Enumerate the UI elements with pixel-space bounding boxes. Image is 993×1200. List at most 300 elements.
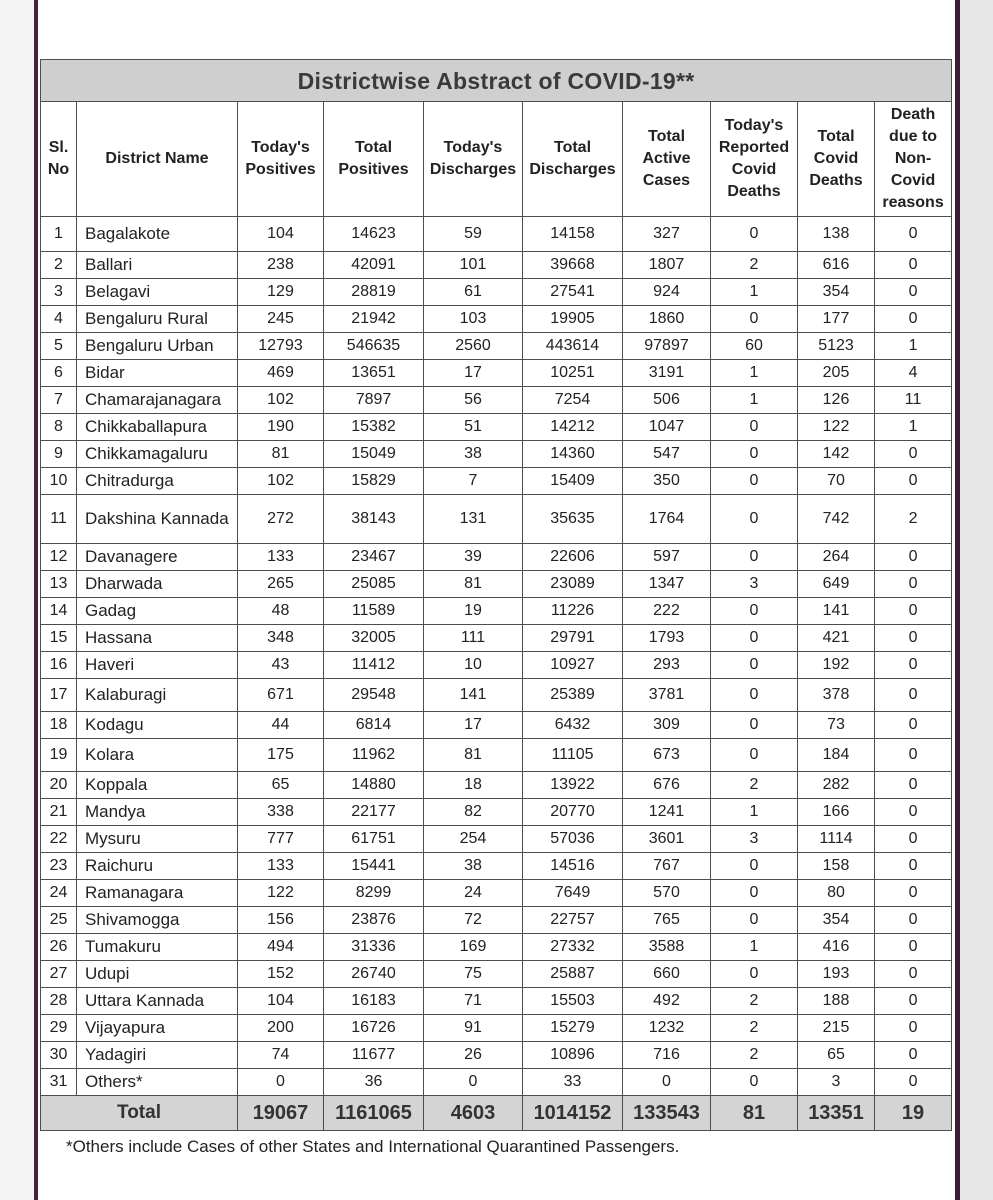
cell-todays-deaths: 0: [711, 853, 798, 880]
table-row: [41, 598, 952, 625]
cell-todays-positives: 348: [238, 625, 324, 652]
cell-non-covid-deaths: 1: [875, 414, 952, 441]
cell-district-name: Koppala: [77, 772, 238, 799]
cell-district-name: Haveri: [77, 652, 238, 679]
cell-todays-discharges: 75: [424, 961, 523, 988]
cell-total-discharges: 15279: [523, 1015, 623, 1042]
cell-total-discharges: 22757: [523, 907, 623, 934]
cell-sl-no: 29: [41, 1015, 77, 1042]
cell-non-covid-deaths: 0: [875, 772, 952, 799]
cell-todays-deaths: 0: [711, 652, 798, 679]
cell-total-positives: 32005: [324, 625, 424, 652]
cell-todays-positives: 74: [238, 1042, 324, 1069]
header-non-covid-deaths: Death due to Non-Covid reasons: [875, 102, 952, 217]
cell-non-covid-deaths: 0: [875, 652, 952, 679]
cell-todays-discharges: 61: [424, 279, 523, 306]
cell-sl-no: 1: [41, 217, 77, 252]
header-total-covid-deaths: Total Covid Deaths: [798, 102, 875, 217]
cell-non-covid-deaths: 0: [875, 571, 952, 598]
cell-todays-positives: 272: [238, 495, 324, 544]
total-row: [41, 1096, 952, 1131]
cell-total-positives: 8299: [324, 880, 424, 907]
cell-total-active: 1241: [623, 799, 711, 826]
cell-todays-discharges: 101: [424, 252, 523, 279]
cell-todays-deaths: 0: [711, 468, 798, 495]
cell-todays-discharges: 141: [424, 679, 523, 712]
table-row: [41, 441, 952, 468]
cell-total-positives: 6814: [324, 712, 424, 739]
cell-total-active: 547: [623, 441, 711, 468]
cell-district-name: Chitradurga: [77, 468, 238, 495]
cell-total-positives: 38143: [324, 495, 424, 544]
cell-total-positives: 14623: [324, 217, 424, 252]
cell-district-name: Udupi: [77, 961, 238, 988]
cell-total-positives: 15829: [324, 468, 424, 495]
cell-district-name: Chamarajanagara: [77, 387, 238, 414]
cell-todays-positives: 43: [238, 652, 324, 679]
cell-todays-discharges: 19: [424, 598, 523, 625]
cell-total-discharges: 7254: [523, 387, 623, 414]
cell-todays-deaths: 0: [711, 739, 798, 772]
cell-total-positives: 61751: [324, 826, 424, 853]
cell-total-deaths: 264: [798, 544, 875, 571]
cell-total-deaths: 138: [798, 217, 875, 252]
cell-todays-positives: 133: [238, 853, 324, 880]
cell-todays-deaths: 0: [711, 679, 798, 712]
cell-total-active: 309: [623, 712, 711, 739]
cell-total-discharges: 6432: [523, 712, 623, 739]
header-district-name: District Name: [77, 102, 238, 217]
cell-total-discharges: 35635: [523, 495, 623, 544]
cell-non-covid-deaths: 0: [875, 1015, 952, 1042]
cell-district-name: Bidar: [77, 360, 238, 387]
table-row: [41, 495, 952, 544]
table-row: [41, 1042, 952, 1069]
total-active-cases: 133543: [623, 1096, 711, 1131]
cell-district-name: Hassana: [77, 625, 238, 652]
cell-todays-positives: 152: [238, 961, 324, 988]
cell-todays-discharges: 59: [424, 217, 523, 252]
cell-total-deaths: 205: [798, 360, 875, 387]
cell-todays-deaths: 2: [711, 1015, 798, 1042]
cell-district-name: Ballari: [77, 252, 238, 279]
cell-sl-no: 5: [41, 333, 77, 360]
cell-total-discharges: 23089: [523, 571, 623, 598]
cell-non-covid-deaths: 11: [875, 387, 952, 414]
cell-total-discharges: 443614: [523, 333, 623, 360]
cell-total-deaths: 416: [798, 934, 875, 961]
cell-sl-no: 6: [41, 360, 77, 387]
cell-total-discharges: 19905: [523, 306, 623, 333]
cell-todays-positives: 338: [238, 799, 324, 826]
cell-todays-positives: 81: [238, 441, 324, 468]
cell-todays-deaths: 2: [711, 252, 798, 279]
cell-todays-discharges: 38: [424, 441, 523, 468]
cell-todays-positives: 102: [238, 387, 324, 414]
cell-todays-discharges: 103: [424, 306, 523, 333]
cell-non-covid-deaths: 1: [875, 333, 952, 360]
cell-total-active: 924: [623, 279, 711, 306]
cell-total-deaths: 142: [798, 441, 875, 468]
cell-total-positives: 22177: [324, 799, 424, 826]
cell-total-deaths: 141: [798, 598, 875, 625]
cell-sl-no: 7: [41, 387, 77, 414]
cell-district-name: Shivamogga: [77, 907, 238, 934]
cell-total-discharges: 14360: [523, 441, 623, 468]
cell-total-active: 3191: [623, 360, 711, 387]
cell-todays-deaths: 3: [711, 826, 798, 853]
cell-todays-deaths: 1: [711, 360, 798, 387]
cell-todays-discharges: 131: [424, 495, 523, 544]
cell-non-covid-deaths: 0: [875, 880, 952, 907]
cell-sl-no: 14: [41, 598, 77, 625]
header-todays-positives: Today's Positives: [238, 102, 324, 217]
total-non-covid-deaths: 19: [875, 1096, 952, 1131]
cell-district-name: Gadag: [77, 598, 238, 625]
cell-total-positives: 23467: [324, 544, 424, 571]
cell-todays-positives: 671: [238, 679, 324, 712]
cell-district-name: Bengaluru Rural: [77, 306, 238, 333]
cell-total-deaths: 80: [798, 880, 875, 907]
cell-total-deaths: 188: [798, 988, 875, 1015]
cell-total-deaths: 354: [798, 279, 875, 306]
cell-total-deaths: 5123: [798, 333, 875, 360]
cell-sl-no: 31: [41, 1069, 77, 1096]
cell-total-positives: 26740: [324, 961, 424, 988]
cell-total-deaths: 1114: [798, 826, 875, 853]
header-row: [41, 102, 952, 217]
cell-total-deaths: 126: [798, 387, 875, 414]
cell-total-positives: 29548: [324, 679, 424, 712]
cell-district-name: Dharwada: [77, 571, 238, 598]
cell-total-discharges: 7649: [523, 880, 623, 907]
cell-todays-positives: 469: [238, 360, 324, 387]
cell-todays-positives: 102: [238, 468, 324, 495]
cell-total-discharges: 10251: [523, 360, 623, 387]
cell-todays-discharges: 254: [424, 826, 523, 853]
cell-non-covid-deaths: 0: [875, 252, 952, 279]
cell-district-name: Vijayapura: [77, 1015, 238, 1042]
cell-todays-positives: 48: [238, 598, 324, 625]
cell-todays-positives: 104: [238, 988, 324, 1015]
cell-total-discharges: 10927: [523, 652, 623, 679]
table-row: [41, 571, 952, 598]
cell-todays-deaths: 2: [711, 988, 798, 1015]
cell-total-active: 1047: [623, 414, 711, 441]
cell-total-deaths: 193: [798, 961, 875, 988]
cell-total-active: 492: [623, 988, 711, 1015]
cell-non-covid-deaths: 0: [875, 739, 952, 772]
cell-todays-discharges: 10: [424, 652, 523, 679]
cell-sl-no: 22: [41, 826, 77, 853]
cell-total-positives: 36: [324, 1069, 424, 1096]
cell-todays-deaths: 0: [711, 625, 798, 652]
cell-district-name: Bengaluru Urban: [77, 333, 238, 360]
cell-total-deaths: 192: [798, 652, 875, 679]
table-row: [41, 853, 952, 880]
cell-non-covid-deaths: 0: [875, 441, 952, 468]
cell-non-covid-deaths: 0: [875, 712, 952, 739]
cell-todays-discharges: 0: [424, 1069, 523, 1096]
total-todays-discharges: 4603: [424, 1096, 523, 1131]
cell-sl-no: 4: [41, 306, 77, 333]
cell-total-discharges: 25389: [523, 679, 623, 712]
cell-todays-positives: 133: [238, 544, 324, 571]
cell-todays-discharges: 82: [424, 799, 523, 826]
cell-non-covid-deaths: 0: [875, 306, 952, 333]
cell-total-discharges: 20770: [523, 799, 623, 826]
table-row: [41, 880, 952, 907]
cell-total-deaths: 70: [798, 468, 875, 495]
cell-total-active: 506: [623, 387, 711, 414]
cell-todays-deaths: 0: [711, 1069, 798, 1096]
table-row: [41, 360, 952, 387]
cell-todays-deaths: 2: [711, 772, 798, 799]
cell-total-active: 1793: [623, 625, 711, 652]
cell-district-name: Belagavi: [77, 279, 238, 306]
cell-todays-positives: 190: [238, 414, 324, 441]
cell-total-active: 716: [623, 1042, 711, 1069]
cell-todays-positives: 238: [238, 252, 324, 279]
cell-sl-no: 26: [41, 934, 77, 961]
cell-todays-deaths: 0: [711, 712, 798, 739]
cell-non-covid-deaths: 0: [875, 1069, 952, 1096]
cell-todays-deaths: 0: [711, 495, 798, 544]
cell-total-positives: 546635: [324, 333, 424, 360]
cell-total-active: 767: [623, 853, 711, 880]
cell-district-name: Kolara: [77, 739, 238, 772]
cell-district-name: Mandya: [77, 799, 238, 826]
cell-todays-discharges: 17: [424, 712, 523, 739]
cell-total-deaths: 158: [798, 853, 875, 880]
table-row: [41, 333, 952, 360]
cell-total-positives: 25085: [324, 571, 424, 598]
cell-total-deaths: 166: [798, 799, 875, 826]
cell-sl-no: 2: [41, 252, 77, 279]
cell-sl-no: 9: [41, 441, 77, 468]
cell-todays-discharges: 39: [424, 544, 523, 571]
cell-todays-discharges: 81: [424, 571, 523, 598]
header-total-discharges: Total Discharges: [523, 102, 623, 217]
cell-todays-deaths: 0: [711, 441, 798, 468]
cell-todays-positives: 777: [238, 826, 324, 853]
table-row: [41, 934, 952, 961]
cell-total-positives: 11589: [324, 598, 424, 625]
cell-total-deaths: 177: [798, 306, 875, 333]
cell-district-name: Yadagiri: [77, 1042, 238, 1069]
cell-total-discharges: 27541: [523, 279, 623, 306]
cell-total-positives: 21942: [324, 306, 424, 333]
cell-non-covid-deaths: 0: [875, 961, 952, 988]
cell-district-name: Others*: [77, 1069, 238, 1096]
cell-total-discharges: 39668: [523, 252, 623, 279]
table-row: [41, 279, 952, 306]
cell-todays-positives: 200: [238, 1015, 324, 1042]
cell-district-name: Bagalakote: [77, 217, 238, 252]
cell-sl-no: 8: [41, 414, 77, 441]
cell-total-active: 1807: [623, 252, 711, 279]
cell-total-positives: 23876: [324, 907, 424, 934]
table-row: [41, 826, 952, 853]
cell-todays-discharges: 51: [424, 414, 523, 441]
cell-total-active: 1860: [623, 306, 711, 333]
cell-district-name: Chikkaballapura: [77, 414, 238, 441]
total-todays-deaths: 81: [711, 1096, 798, 1131]
cell-total-deaths: 742: [798, 495, 875, 544]
table-row: [41, 961, 952, 988]
cell-todays-positives: 494: [238, 934, 324, 961]
table-row: [41, 625, 952, 652]
cell-total-discharges: 11226: [523, 598, 623, 625]
cell-total-active: 327: [623, 217, 711, 252]
table-row: [41, 652, 952, 679]
cell-todays-deaths: 1: [711, 934, 798, 961]
table-row: [41, 306, 952, 333]
header-todays-covid-deaths: Today's Reported Covid Deaths: [711, 102, 798, 217]
cell-todays-deaths: 60: [711, 333, 798, 360]
cell-district-name: Raichuru: [77, 853, 238, 880]
total-total-positives: 1161065: [324, 1096, 424, 1131]
cell-total-deaths: 616: [798, 252, 875, 279]
table-row: [41, 988, 952, 1015]
cell-todays-discharges: 72: [424, 907, 523, 934]
cell-sl-no: 27: [41, 961, 77, 988]
cell-non-covid-deaths: 0: [875, 853, 952, 880]
cell-total-discharges: 14516: [523, 853, 623, 880]
cell-total-positives: 7897: [324, 387, 424, 414]
cell-district-name: Davanagere: [77, 544, 238, 571]
table-row: [41, 387, 952, 414]
cell-non-covid-deaths: 0: [875, 907, 952, 934]
cell-todays-discharges: 26: [424, 1042, 523, 1069]
cell-total-active: 570: [623, 880, 711, 907]
table-row: [41, 907, 952, 934]
cell-sl-no: 18: [41, 712, 77, 739]
cell-total-active: 1764: [623, 495, 711, 544]
cell-total-active: 1232: [623, 1015, 711, 1042]
cell-todays-discharges: 91: [424, 1015, 523, 1042]
cell-total-discharges: 29791: [523, 625, 623, 652]
cell-district-name: Kodagu: [77, 712, 238, 739]
header-total-positives: Total Positives: [324, 102, 424, 217]
cell-total-active: 765: [623, 907, 711, 934]
cell-non-covid-deaths: 0: [875, 934, 952, 961]
cell-non-covid-deaths: 0: [875, 799, 952, 826]
cell-todays-discharges: 24: [424, 880, 523, 907]
cell-non-covid-deaths: 0: [875, 217, 952, 252]
cell-total-deaths: 421: [798, 625, 875, 652]
table-row: [41, 252, 952, 279]
cell-total-positives: 11962: [324, 739, 424, 772]
cell-todays-positives: 0: [238, 1069, 324, 1096]
total-todays-positives: 19067: [238, 1096, 324, 1131]
cell-total-deaths: 282: [798, 772, 875, 799]
cell-non-covid-deaths: 0: [875, 679, 952, 712]
total-covid-deaths: 13351: [798, 1096, 875, 1131]
cell-total-positives: 15049: [324, 441, 424, 468]
cell-non-covid-deaths: 0: [875, 468, 952, 495]
cell-sl-no: 17: [41, 679, 77, 712]
cell-total-active: 3781: [623, 679, 711, 712]
district-rows: [41, 217, 952, 1096]
cell-todays-discharges: 111: [424, 625, 523, 652]
cell-todays-discharges: 2560: [424, 333, 523, 360]
cell-total-deaths: 3: [798, 1069, 875, 1096]
cell-total-active: 676: [623, 772, 711, 799]
cell-total-deaths: 73: [798, 712, 875, 739]
header-todays-discharges: Today's Discharges: [424, 102, 523, 217]
covid-abstract-table: [40, 59, 952, 1131]
cell-total-discharges: 15503: [523, 988, 623, 1015]
cell-todays-discharges: 169: [424, 934, 523, 961]
cell-non-covid-deaths: 0: [875, 1042, 952, 1069]
table-row: [41, 772, 952, 799]
cell-total-discharges: 27332: [523, 934, 623, 961]
cell-non-covid-deaths: 0: [875, 279, 952, 306]
table-row: [41, 799, 952, 826]
cell-todays-positives: 175: [238, 739, 324, 772]
cell-total-discharges: 57036: [523, 826, 623, 853]
cell-total-deaths: 184: [798, 739, 875, 772]
header-total-active-cases: Total Active Cases: [623, 102, 711, 217]
cell-sl-no: 11: [41, 495, 77, 544]
cell-sl-no: 25: [41, 907, 77, 934]
cell-total-discharges: 11105: [523, 739, 623, 772]
cell-todays-positives: 65: [238, 772, 324, 799]
cell-todays-deaths: 0: [711, 880, 798, 907]
cell-non-covid-deaths: 0: [875, 544, 952, 571]
cell-todays-discharges: 7: [424, 468, 523, 495]
cell-todays-positives: 12793: [238, 333, 324, 360]
cell-total-active: 293: [623, 652, 711, 679]
cell-todays-positives: 265: [238, 571, 324, 598]
cell-todays-deaths: 0: [711, 544, 798, 571]
cell-total-positives: 15441: [324, 853, 424, 880]
cell-district-name: Chikkamagaluru: [77, 441, 238, 468]
page-edge: [960, 0, 993, 1200]
cell-total-active: 0: [623, 1069, 711, 1096]
cell-todays-deaths: 1: [711, 387, 798, 414]
total-total-discharges: 1014152: [523, 1096, 623, 1131]
cell-sl-no: 16: [41, 652, 77, 679]
cell-total-discharges: 33: [523, 1069, 623, 1096]
cell-total-discharges: 15409: [523, 468, 623, 495]
cell-todays-deaths: 0: [711, 414, 798, 441]
cell-sl-no: 10: [41, 468, 77, 495]
table-row: [41, 468, 952, 495]
cell-total-discharges: 22606: [523, 544, 623, 571]
cell-district-name: Dakshina Kannada: [77, 495, 238, 544]
cell-todays-discharges: 81: [424, 739, 523, 772]
cell-todays-positives: 129: [238, 279, 324, 306]
cell-todays-positives: 156: [238, 907, 324, 934]
table-row: [41, 712, 952, 739]
cell-total-positives: 28819: [324, 279, 424, 306]
cell-todays-deaths: 0: [711, 217, 798, 252]
cell-sl-no: 23: [41, 853, 77, 880]
cell-total-positives: 13651: [324, 360, 424, 387]
cell-todays-deaths: 0: [711, 306, 798, 333]
cell-total-positives: 16183: [324, 988, 424, 1015]
cell-todays-discharges: 71: [424, 988, 523, 1015]
cell-todays-positives: 104: [238, 217, 324, 252]
cell-total-positives: 15382: [324, 414, 424, 441]
cell-total-discharges: 10896: [523, 1042, 623, 1069]
cell-non-covid-deaths: 0: [875, 988, 952, 1015]
cell-non-covid-deaths: 0: [875, 826, 952, 853]
cell-sl-no: 13: [41, 571, 77, 598]
total-label: Total: [41, 1096, 238, 1131]
